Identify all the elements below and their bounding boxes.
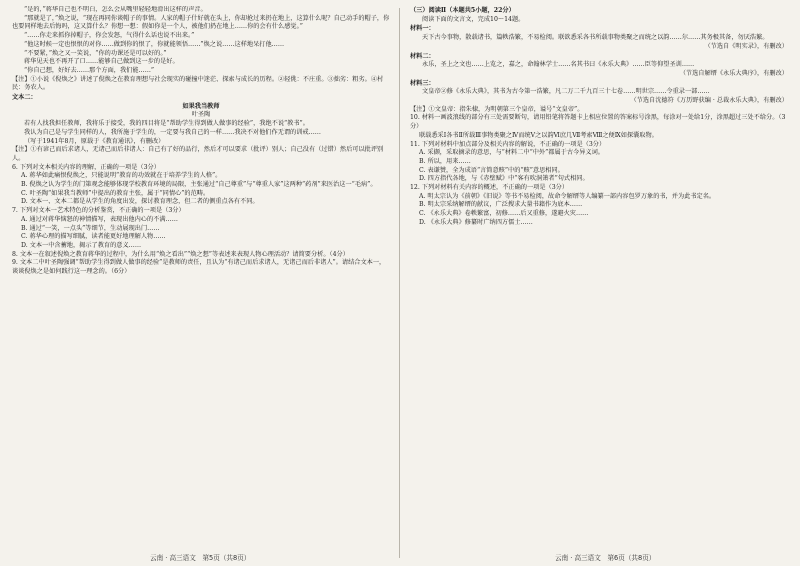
left-page: [12, 6, 390, 554]
material2-source: （节选自解缙《永乐大典序》，有删改）: [679, 69, 788, 77]
question-option: B. 明太宗采纳解缙的献议，广泛搜求大量书籍作为底本……: [419, 201, 583, 209]
text1-paragraph: “不要紧，”焕之又一笑说，“你的功课还是可以好的。”: [24, 49, 167, 57]
text1-paragraph: “……你走来抓你掉帽子，你会发怒，气得什么话也说不出来。”: [24, 32, 195, 40]
text2-author: 叶圣陶: [191, 111, 211, 119]
text1-paragraph: “他这时候一定也恨恨的对你……做到你的恨了，你就能领悟……”焕之说……这样地呆打他……: [24, 40, 285, 48]
question-option: D. 文本一、文本二都是从学生的角度出发，探讨教育理念，但二者的侧重点各有不同。: [21, 198, 259, 206]
material2-text: 永乐，圣上之文也……上览之，嘉之，命翰林学士……名其书曰《永乐大典》……臣等仰望圣训……: [422, 61, 695, 69]
question-stem: 12. 下列对材料有关内容的概述，不正确的一项是（3分）: [410, 184, 569, 192]
question-stem: 10. 材料一画波浪线的部分有三处需要断句，请用铅笔将答题卡上相应位置的答案标号涂黑，每涂对一处给1分，涂黑超过三处不给分。（3分）: [410, 114, 786, 131]
question-option: B. 通过“一笑，一点头”等细节，生动展现出门……: [21, 224, 160, 232]
material3-text: 文皇帝②修《永乐大典》，其书为古今第一浩繁，凡二万二千九百三十七卷……明世宗……令重录一部……: [422, 88, 710, 96]
question-option: A. 明太宗认为《前朝》《旧说》等书不易检阅，故命令解缙等人编纂一部内容包罗万象的书，并为此书定名。: [419, 192, 716, 200]
material2-label: 材料二：: [410, 52, 435, 60]
material3-source: （节选自沈德符《万历野获编 · 总裁永乐大典》，有删改）: [630, 97, 788, 105]
question-option: C. 《永乐大典》卷帙繁富，初修……后又重修，遂避火灾……: [419, 210, 589, 218]
text2-body: [12, 120, 390, 146]
left-questions: [12, 164, 390, 277]
text2-note: 【注】①有谚己而后求诸人，无诸己而后非诸人：自己有了好的品行，然后才可以要求（批评）别人；自己没有（过错）然后可以批评别人。: [12, 146, 384, 162]
question-stem: 7. 下列对文本一艺术特色的分析鉴赏，不正确的一项是（3分）: [12, 207, 185, 215]
question-option: D. 四方指代各地，与《赤壁赋》中“客有吹洞箫者”句式相同。: [419, 175, 589, 183]
material1-text: 天下古今事物，散载诸书，篇帙浩繁，不易检阅。联欲悉采各书所载事物类聚之而统之以韵……尔……其务极其备，勿厌浩繁。: [422, 34, 769, 42]
question-option: 联载悉采Ⅰ各书Ⅱ所载Ⅲ事物类聚之Ⅳ而统Ⅴ之以韵Ⅵ庶几Ⅶ考索Ⅷ之便Ⅸ如探囊取物。: [419, 131, 658, 139]
text2-paragraph: （写于1941年8月，原载于《教育通讯》，有删改）: [24, 137, 165, 145]
question-option: D. 文本一中含蓄地，揭示了教育的意义……: [21, 241, 142, 249]
text1-paragraph: 蒋华见天也不再开了口……能够自己做到这一步的是好。: [24, 58, 179, 66]
question-stem: 8. 文本一在叙述倪焕之教育蒋华的过程中，为什么用“焕之看出”“焕之想”等表述来表现人物心理活动？请简要分析。（4分）: [12, 250, 349, 258]
material1-label: 材料一：: [410, 25, 435, 33]
section-intro: 阅读下面的文言文，完成10～14题。: [422, 15, 525, 23]
question-stem: 6. 下列对文本相关内容的理解，正确的一项是（3分）: [12, 163, 160, 171]
material-note: 【注】①文皇帝：指朱棣，为明朝第三个皇帝，谥号“文皇帝”。: [410, 105, 584, 113]
question-option: C. 叶圣陶“如果我当教师”中提出的教育主张，属于“同情心”的范畴。: [21, 189, 210, 197]
section-title: （三）阅读Ⅱ（本题共5小题，22分）: [410, 7, 515, 14]
page-divider: [399, 8, 400, 558]
question-option: C. 表谦赞，全为成语“言简意赅”中的“赅”意思相同。: [419, 166, 564, 174]
question-option: B. 倪焕之认为学生的门第观念能够体现学校教育环境的局限，主张通过“自己尊重”与“尊重人家”这两种“药剂”来医治这一“毛病”。: [21, 181, 377, 189]
question-option: B. 所以，用来……: [419, 157, 471, 165]
right-footer: 云南 · 高三语文 第6页（共8页）: [555, 554, 656, 562]
text1-paragraph: “是的，”蒋华自己也不明白，怎么会从嘴里轻轻地滑出这样的声音。: [24, 6, 207, 13]
question-option: A. 蒋华如此痛恨倪焕之，只能说明“教育的功效就在于培养学生的人格”。: [21, 172, 222, 180]
question-option: A. 采撷，采取摘录的意思，与“材料二中“中外”都属于古今异义词。: [419, 149, 604, 157]
question-option: D. 《永乐大典》修纂时广纳四方儒士……: [419, 218, 533, 226]
question-option: A. 通过对蒋华恼怒的神情描写，表现出他内心的不满……: [21, 215, 178, 223]
text1-paragraph: “那就是了，”焕之说，“现在再同你谈帽子的事情。人家的帽子什好就在头上，你却抢过来扔在地上，这算什么呢？自己动手的帽子，你也要同样地去后悔吗，这又算什么？你想一想：假如你是一个人，被他们扔在地上……你的会有什么感觉。”: [12, 14, 390, 31]
text1-paragraph: “你自己想，好好去……那个方面，我们能……”: [24, 66, 155, 74]
right-page: [410, 6, 788, 554]
text1-body: [12, 6, 390, 76]
text2-title: 如果我当教师: [182, 102, 220, 110]
text2-paragraph: 若有人找我担任教师，我将乐于接受，我的四目将是“帮助学生得到做人做事的经验”，我绝不说“教书”。: [24, 120, 309, 128]
material3-label: 材料三：: [410, 79, 435, 87]
question-stem: 9. 文本二中叶圣陶强调“帮助学生得到做人做事的经验”是教师的责任，且认为“有诸己而后求诸人，无诸己而后非诸人”。请结合文本一，谈谈倪焕之是如何践行这一理念的。（6分）: [12, 259, 386, 276]
question-option: C. 蒋华心理的描写细腻，读者能更好地理解人物……: [21, 233, 166, 241]
material1-source: （节选自《明实录》，有删改）: [704, 42, 788, 50]
text1-note: 【注】①小说《倪焕之》讲述了倪焕之在教育理想与社会现实的碰撞中迷茫、探索与成长的历程。②轻佻：不庄重。③拙劣：粗劣。④村民：务农人。: [12, 75, 384, 92]
question-stem: 11. 下列对材料中加点部分及相关内容的解说，不正确的一项是（3分）: [410, 140, 606, 148]
text2-label: 文本二：: [12, 94, 37, 102]
text2-paragraph: 我认为自己是与学生同样的人，我所施于学生的，一定要与我自己的一样……我决不对他们作无谓的训戒……: [24, 128, 321, 136]
right-questions: [410, 114, 788, 227]
left-footer: 云南 · 高三语文 第5页（共8页）: [150, 554, 251, 562]
